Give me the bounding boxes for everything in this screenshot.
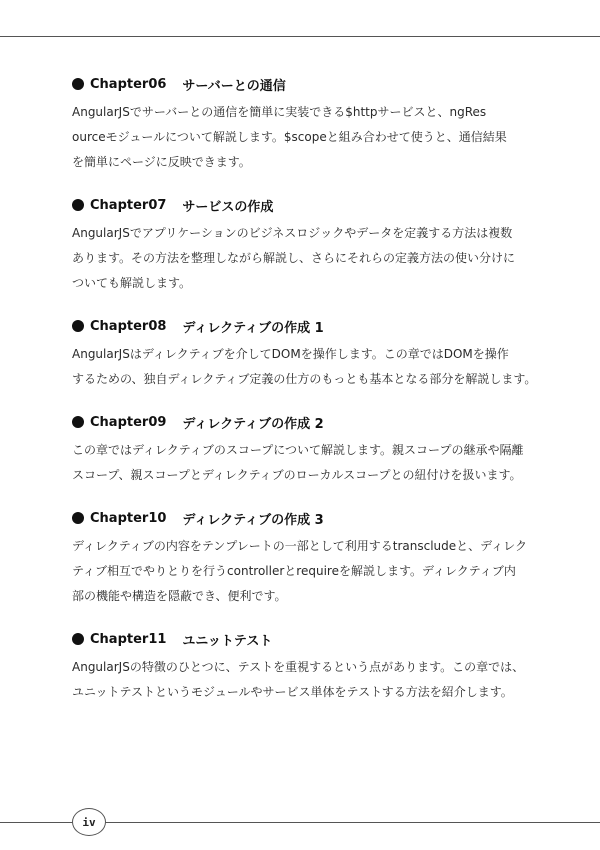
chapter-description [72,221,532,296]
description-line: ユニットテストというモジュールやサービス単体をテストする方法を紹介します。 [72,685,513,699]
chapter-title: ディレクティブの作成 3 [182,512,324,528]
chapter-section [72,193,532,296]
description-line: するための、独自ディレクティブ定義の仕方のもっとも基本となる部分を解説します。 [72,372,537,386]
page-number: iv [72,808,106,836]
bullet-icon [72,512,84,524]
bullet-icon [72,416,84,428]
description-line: ついても解説します。 [72,276,192,290]
chapter-section [72,506,532,609]
chapter-description [72,534,532,609]
bullet-icon [72,78,84,90]
description-line: ourceモジュールについて解説します。$scopeと組み合わせて使うと、通信結果 [72,130,507,144]
chapter-title: サーバーとの通信 [182,78,286,94]
chapter-heading [72,627,532,651]
chapter-heading [72,72,532,96]
chapter-heading [72,193,532,217]
chapter-section [72,627,532,705]
description-line: あります。その方法を整理しながら解説し、さらにそれらの定義方法の使い分けに [72,251,516,265]
bullet-icon [72,320,84,332]
chapter-heading [72,506,532,530]
chapter-section [72,410,532,488]
chapter-number: Chapter07 [90,197,167,213]
chapter-heading [72,314,532,338]
chapter-description [72,342,537,392]
chapter-title: サービスの作成 [182,199,274,215]
chapter-list [72,72,537,723]
chapter-description [72,655,532,705]
chapter-heading [72,410,532,434]
chapter-number: Chapter06 [90,76,167,92]
bullet-icon [72,199,84,211]
description-line: AngularJSの特徴のひとつに、テストを重視するという点があります。この章では、 [72,660,525,674]
description-line: AngularJSはディレクティブを介してDOMを操作します。この章ではDOMを操作 [72,347,509,361]
chapter-title: ディレクティブの作成 2 [182,416,324,432]
description-line: 部の機能や構造を隠蔽でき、便利です。 [72,589,287,603]
description-line: スコープ、親スコープとディレクティブのローカルスコープとの紐付けを扱います。 [72,468,522,482]
description-line: AngularJSでアプリケーションのビジネスロジックやデータを定義する方法は複数 [72,226,513,240]
description-line: を簡単にページに反映できます。 [72,155,251,169]
chapter-number: Chapter11 [90,631,167,647]
description-line: ティブ相互でやりとりを行うcontrollerとrequireを解説します。ディレクティブ内 [72,564,516,578]
chapter-title: ディレクティブの作成 1 [182,320,324,336]
chapter-description [72,438,532,488]
header-rule [0,36,600,37]
chapter-title: ユニットテスト [182,633,273,649]
description-line: AngularJSでサーバーとの通信を簡単に実装できる$httpサービスと、ngRes [72,105,487,119]
chapter-number: Chapter09 [90,414,167,430]
chapter-description [72,100,532,175]
description-line: この章ではディレクティブのスコープについて解説します。親スコープの継承や隔離 [72,443,524,457]
chapter-section [72,314,537,392]
chapter-number: Chapter08 [90,318,167,334]
bullet-icon [72,633,84,645]
chapter-number: Chapter10 [90,510,167,526]
description-line: ディレクティブの内容をテンプレートの一部として利用するtranscludeと、ディレク [72,539,527,553]
chapter-section [72,72,532,175]
